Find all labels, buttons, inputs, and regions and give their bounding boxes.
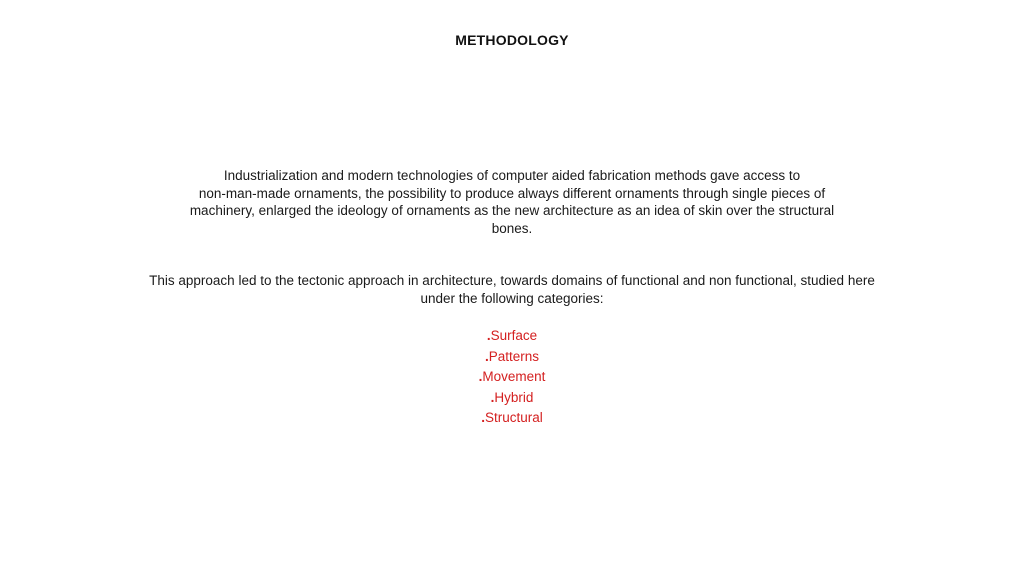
category-label: Hybrid <box>494 389 534 405</box>
category-item <box>0 347 1024 368</box>
category-label: Movement <box>482 369 546 384</box>
intro-paragraph <box>0 167 1024 237</box>
category-label: Structural <box>484 410 543 425</box>
intro-line-3: machinery, enlarged the ideology of ornaments as the new architecture as an idea of skin over the structural <box>189 203 835 218</box>
approach-paragraph <box>0 272 1024 307</box>
intro-line-4: bones. <box>491 220 533 236</box>
category-item <box>0 388 1024 409</box>
bullet-icon: . <box>486 328 491 343</box>
category-item <box>0 408 1024 429</box>
category-label: Surface <box>490 328 538 343</box>
bullet-icon: . <box>481 410 485 425</box>
category-label: Patterns <box>488 348 540 364</box>
intro-line-2: non-man-made ornaments, the possibility to produce always different ornaments through single pieces of <box>198 185 826 201</box>
intro-line-1: Industrialization and modern technologies of computer aided fabrication methods gave access to <box>223 168 801 183</box>
bullet-icon: . <box>490 389 495 405</box>
slide-title: METHODOLOGY <box>455 32 569 48</box>
bullet-icon: . <box>478 369 483 384</box>
category-item <box>0 326 1024 347</box>
category-item <box>0 367 1024 388</box>
approach-line-1: This approach led to the tectonic approach in architecture, towards domains of functional and non functional, studied here <box>149 273 875 288</box>
bullet-icon: . <box>484 348 489 364</box>
approach-line-2: under the following categories: <box>420 290 604 306</box>
category-list <box>0 326 1024 429</box>
